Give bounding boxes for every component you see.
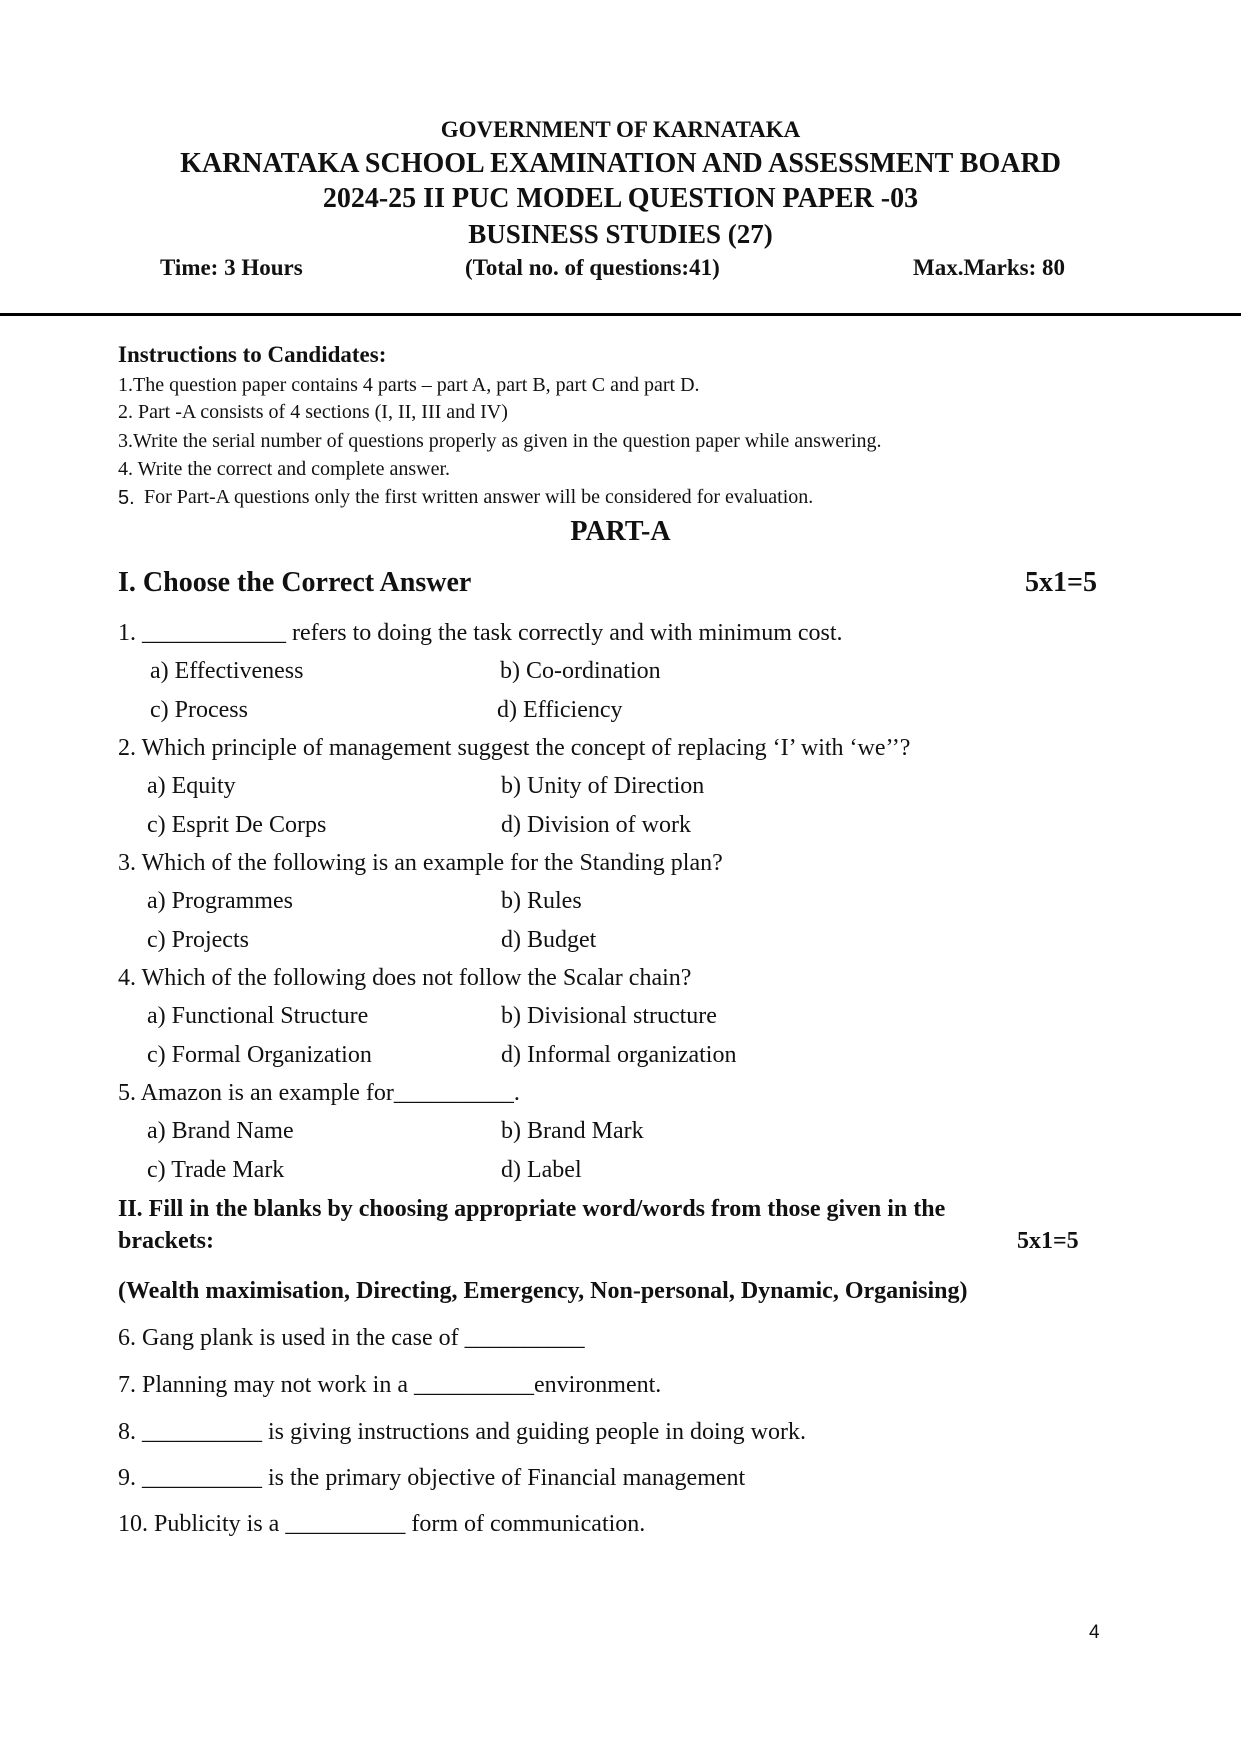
instruction-item: 2. Part -A consists of 4 sections (I, II, III and IV) — [118, 401, 508, 423]
paper-heading: 2024-25 II PUC MODEL QUESTION PAPER -03 — [322, 183, 919, 214]
word-bank: (Wealth maximisation, Directing, Emergency, Non-personal, Dynamic, Organising) — [118, 1278, 968, 1304]
question-3-option-b: b) Rules — [501, 888, 582, 914]
question-10: 10. Publicity is a __________ form of communication. — [118, 1511, 646, 1537]
question-3-option-d: d) Budget — [501, 927, 597, 953]
question-5-option-b: b) Brand Mark — [501, 1118, 644, 1144]
header-divider — [0, 313, 1241, 316]
question-6: 6. Gang plank is used in the case of __________ — [118, 1325, 585, 1351]
total-questions-label: (Total no. of questions:41) — [465, 255, 720, 280]
question-2-option-d: d) Division of work — [501, 812, 691, 838]
question-3: 3. Which of the following is an example for the Standing plan? — [118, 850, 723, 876]
max-marks-label: Max.Marks: 80 — [913, 255, 1066, 280]
instruction-item: 4. Write the correct and complete answer. — [118, 458, 451, 480]
question-5-option-c: c) Trade Mark — [147, 1157, 285, 1183]
section-2-title: II. Fill in the blanks by choosing appropriate word/words from those given in the — [118, 1196, 946, 1222]
question-2: 2. Which principle of management suggest the concept of replacing ‘I’ with ‘we’’? — [118, 735, 911, 761]
section-2-title-continued: brackets: — [118, 1228, 214, 1254]
question-2-option-c: c) Esprit De Corps — [147, 812, 327, 838]
question-4-option-a: a) Functional Structure — [147, 1003, 369, 1029]
instructions-title: Instructions to Candidates: — [118, 342, 387, 367]
question-1: 1. ____________ refers to doing the task correctly and with minimum cost. — [118, 620, 843, 646]
question-7: 7. Planning may not work in a __________environment. — [118, 1372, 662, 1398]
question-1-option-b: b) Co-ordination — [500, 658, 661, 684]
subject-heading: BUSINESS STUDIES (27) — [468, 219, 773, 249]
question-5-option-d: d) Label — [501, 1157, 582, 1183]
section-1-title: I. Choose the Correct Answer — [118, 567, 472, 598]
question-1-option-c: c) Process — [150, 697, 248, 723]
question-4-option-d: d) Informal organization — [501, 1042, 737, 1068]
question-8: 8. __________ is giving instructions and guiding people in doing work. — [118, 1419, 806, 1445]
question-5-option-a: a) Brand Name — [147, 1118, 294, 1144]
instruction-item-number: 5. — [118, 487, 135, 509]
question-2-option-a: a) Equity — [147, 773, 236, 799]
question-5: 5. Amazon is an example for__________. — [118, 1080, 520, 1106]
instruction-item: 1.The question paper contains 4 parts – part A, part B, part C and part D. — [118, 374, 700, 396]
question-4: 4. Which of the following does not follow the Scalar chain? — [118, 965, 692, 991]
part-a-title: PART-A — [570, 516, 671, 547]
time-label: Time: 3 Hours — [160, 255, 303, 280]
board-heading: KARNATAKA SCHOOL EXAMINATION AND ASSESSMENT BOARD — [180, 148, 1061, 179]
question-4-option-b: b) Divisional structure — [501, 1003, 717, 1029]
instruction-item: 3.Write the serial number of questions properly as given in the question paper while answering. — [118, 430, 882, 452]
page-number: 4 — [1089, 1622, 1100, 1643]
question-3-option-c: c) Projects — [147, 927, 249, 953]
section-1-marks: 5x1=5 — [1025, 567, 1097, 598]
question-4-option-c: c) Formal Organization — [147, 1042, 372, 1068]
question-1-option-a: a) Effectiveness — [150, 658, 304, 684]
question-9: 9. __________ is the primary objective of Financial management — [118, 1465, 746, 1491]
section-2-marks: 5x1=5 — [1017, 1228, 1079, 1254]
question-3-option-a: a) Programmes — [147, 888, 293, 914]
government-heading: GOVERNMENT OF KARNATAKA — [440, 117, 801, 142]
question-1-option-d: d) Efficiency — [497, 697, 623, 723]
instruction-item: For Part-A questions only the first written answer will be considered for evaluation. — [144, 486, 814, 508]
question-2-option-b: b) Unity of Direction — [501, 773, 705, 799]
